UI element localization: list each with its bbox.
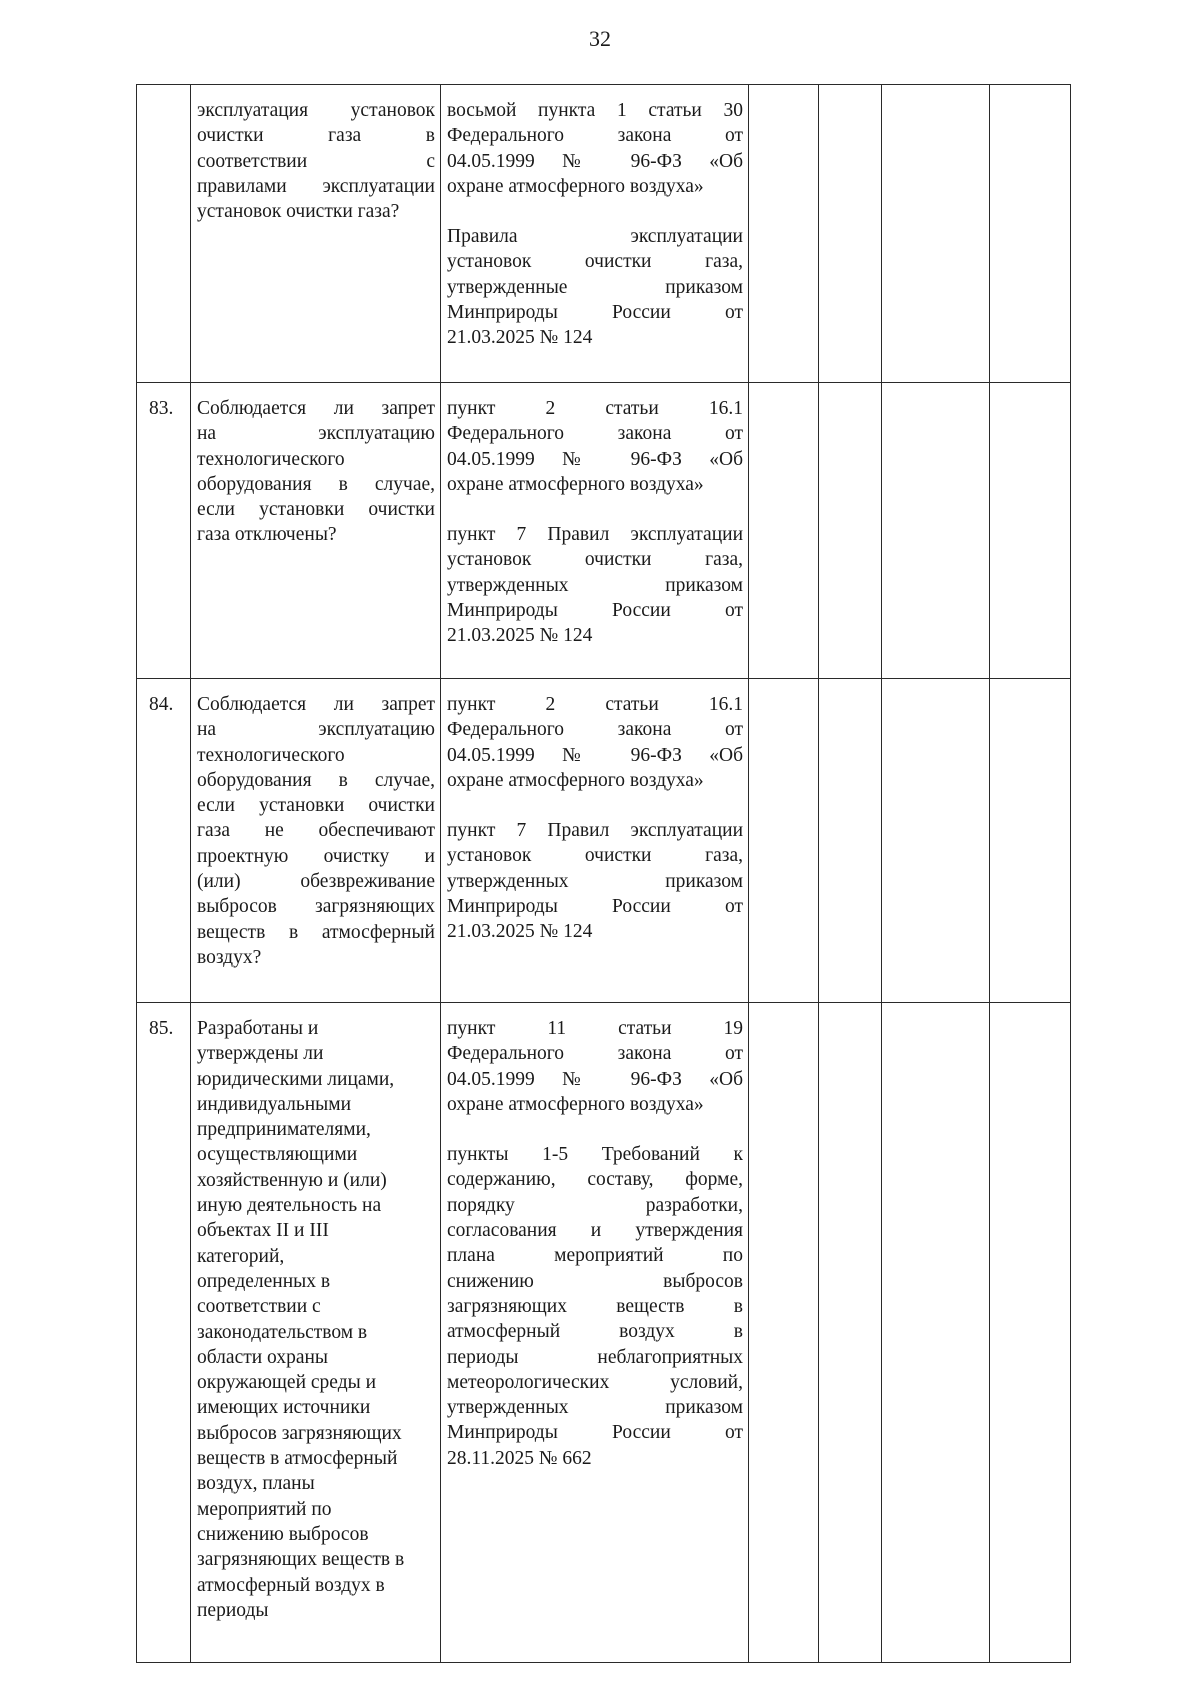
row-number: 85.: [137, 1003, 191, 1663]
question-line: соответствии с: [197, 1296, 321, 1318]
reference-line: охране атмосферного воздуха»: [447, 473, 704, 495]
question-line: газа не обеспечивают: [197, 820, 435, 842]
note-cell: [990, 383, 1071, 679]
question-line: очистки газа в: [197, 125, 435, 147]
reference-line: восьмой пункта 1 статьи 30: [447, 100, 743, 121]
reference-line: установок очистки газа,: [447, 549, 743, 571]
question-line: если установки очистки: [197, 499, 435, 521]
question-line: установок очистки газа?: [197, 201, 400, 223]
reference-paragraph: [447, 224, 743, 350]
question-line: газа отключены?: [197, 524, 337, 546]
question-line: соответствии с: [197, 150, 435, 172]
reference-line: установок очистки газа,: [447, 251, 743, 273]
question-line: имеющих источники: [197, 1397, 371, 1419]
reference-line: Федерального закона от: [447, 719, 743, 741]
question-line: атмосферный воздух в: [197, 1574, 385, 1596]
reference-line: 21.03.2025 № 124: [447, 625, 593, 647]
reference-line: Федерального закона от: [447, 1043, 743, 1065]
reference-line: охране атмосферного воздуха»: [447, 175, 704, 197]
answer-no-cell: [819, 85, 882, 383]
reference-paragraph: [447, 818, 743, 944]
table-row: [137, 679, 1071, 1003]
question-line: воздух, планы: [197, 1473, 315, 1495]
row-number: 83.: [137, 383, 191, 679]
reference-line: Минприроды России от: [447, 302, 743, 324]
question-line: если установки очистки: [197, 795, 435, 817]
reference-line: согласования и утверждения: [447, 1220, 743, 1242]
reference-line: загрязняющих веществ в: [447, 1295, 743, 1317]
reference-line: 21.03.2025 № 124: [447, 327, 593, 349]
reference-line: Федерального закона от: [447, 423, 743, 445]
question-line: иную деятельность на: [197, 1195, 382, 1217]
question-line: правилами эксплуатации: [197, 175, 435, 197]
question-line: осуществляющими: [197, 1144, 358, 1166]
question-line: утверждены ли: [197, 1043, 324, 1065]
reference-line: порядку разработки,: [447, 1194, 743, 1216]
question-line: выбросов загрязняющих: [197, 896, 435, 918]
reference-line: 04.05.1999 № 96-ФЗ «Об: [447, 744, 743, 766]
answer-na-cell: [882, 85, 990, 383]
reference-line: утвержденных приказом: [447, 1397, 743, 1419]
question-cell: [191, 85, 441, 383]
reference-line: утвержденные приказом: [447, 276, 743, 298]
reference-line: 04.05.1999 № 96-ФЗ «Об: [447, 1068, 743, 1090]
answer-na-cell: [882, 1003, 990, 1663]
reference-line: метеорологических условий,: [447, 1371, 743, 1393]
question-line: Соблюдается ли запрет: [197, 694, 435, 715]
reference-line: пункт 7 Правил эксплуатации: [447, 820, 743, 842]
note-cell: [990, 1003, 1071, 1663]
answer-no-cell: [819, 383, 882, 679]
legal-reference-cell: [441, 1003, 749, 1663]
reference-line: охране атмосферного воздуха»: [447, 769, 704, 791]
question-line: веществ в атмосферный: [197, 1448, 398, 1470]
reference-line: пункт 2 статьи 16.1: [447, 398, 743, 419]
question-line: оборудования в случае,: [197, 473, 435, 495]
reference-line: пункт 11 статьи 19: [447, 1018, 743, 1039]
answer-no-cell: [819, 679, 882, 1003]
question-line: воздух?: [197, 946, 262, 968]
reference-line: Минприроды России от: [447, 1422, 743, 1444]
answer-yes-cell: [749, 85, 819, 383]
reference-line: содержанию, составу, форме,: [447, 1169, 743, 1191]
question-line: окружающей среды и: [197, 1372, 377, 1394]
question-line: загрязняющих веществ в: [197, 1549, 405, 1571]
reference-line: периоды неблагоприятных: [447, 1346, 743, 1368]
reference-line: 04.05.1999 № 96-ФЗ «Об: [447, 150, 743, 172]
row-number: [137, 85, 191, 383]
question-cell: [191, 679, 441, 1003]
table-row: [137, 1003, 1071, 1663]
reference-paragraph: [447, 1142, 743, 1471]
reference-line: 28.11.2025 № 662: [447, 1447, 592, 1469]
reference-paragraph: [447, 1016, 743, 1117]
reference-line: снижению выбросов: [447, 1270, 743, 1292]
legal-reference-cell: [441, 85, 749, 383]
question-line: на эксплуатацию: [197, 423, 435, 445]
reference-line: утвержденных приказом: [447, 870, 743, 892]
row-number: 84.: [137, 679, 191, 1003]
question-line: объектах II и III: [197, 1220, 329, 1242]
question-line: технологического: [197, 744, 345, 766]
question-line: технологического: [197, 448, 345, 470]
reference-line: пункт 7 Правил эксплуатации: [447, 524, 743, 546]
reference-line: утвержденных приказом: [447, 574, 743, 596]
reference-line: охране атмосферного воздуха»: [447, 1093, 704, 1115]
question-line: (или) обезвреживание: [197, 871, 435, 893]
question-line: выбросов загрязняющих: [197, 1422, 402, 1444]
reference-line: плана мероприятий по: [447, 1245, 743, 1267]
reference-paragraph: [447, 692, 743, 793]
question-line: определенных в: [197, 1270, 331, 1292]
answer-yes-cell: [749, 383, 819, 679]
question-line: области охраны: [197, 1346, 329, 1368]
legal-reference-cell: [441, 679, 749, 1003]
reference-line: 21.03.2025 № 124: [447, 921, 593, 943]
question-line: мероприятий по: [197, 1498, 332, 1520]
question-line: на эксплуатацию: [197, 719, 435, 741]
reference-paragraph: [447, 98, 743, 199]
answer-na-cell: [882, 679, 990, 1003]
question-cell: [191, 383, 441, 679]
question-line: веществ в атмосферный: [197, 921, 435, 943]
question-line: снижению выбросов: [197, 1523, 369, 1545]
table-row: [137, 383, 1071, 679]
question-cell: [191, 1003, 441, 1663]
question-line: предпринимателями,: [197, 1119, 371, 1141]
reference-line: пункт 2 статьи 16.1: [447, 694, 743, 715]
question-line: юридическими лицами,: [197, 1068, 395, 1090]
reference-line: Федерального закона от: [447, 125, 743, 147]
page-number: 32: [589, 26, 611, 51]
reference-line: 04.05.1999 № 96-ФЗ «Об: [447, 448, 743, 470]
reference-line: Правила эксплуатации: [447, 226, 743, 248]
answer-na-cell: [882, 383, 990, 679]
reference-paragraph: [447, 396, 743, 497]
question-line: Соблюдается ли запрет: [197, 398, 435, 419]
question-line: законодательством в: [197, 1321, 368, 1343]
answer-yes-cell: [749, 679, 819, 1003]
reference-line: Минприроды России от: [447, 600, 743, 622]
question-line: Разработаны и: [197, 1018, 319, 1039]
reference-line: атмосферный воздух в: [447, 1321, 743, 1343]
note-cell: [990, 85, 1071, 383]
question-line: оборудования в случае,: [197, 769, 435, 791]
reference-line: установок очистки газа,: [447, 845, 743, 867]
reference-line: пункты 1-5 Требований к: [447, 1144, 743, 1166]
table-body: [137, 85, 1071, 1663]
answer-no-cell: [819, 1003, 882, 1663]
question-line: хозяйственную и (или): [197, 1169, 387, 1191]
question-line: эксплуатация установок: [197, 100, 435, 121]
reference-paragraph: [447, 522, 743, 648]
question-line: категорий,: [197, 1245, 285, 1267]
question-line: периоды: [197, 1599, 269, 1621]
question-line: индивидуальными: [197, 1093, 352, 1115]
reference-line: Минприроды России от: [447, 896, 743, 918]
table-row: [137, 85, 1071, 383]
question-line: проектную очистку и: [197, 845, 435, 867]
checklist-table: [136, 84, 1071, 1663]
note-cell: [990, 679, 1071, 1003]
answer-yes-cell: [749, 1003, 819, 1663]
legal-reference-cell: [441, 383, 749, 679]
